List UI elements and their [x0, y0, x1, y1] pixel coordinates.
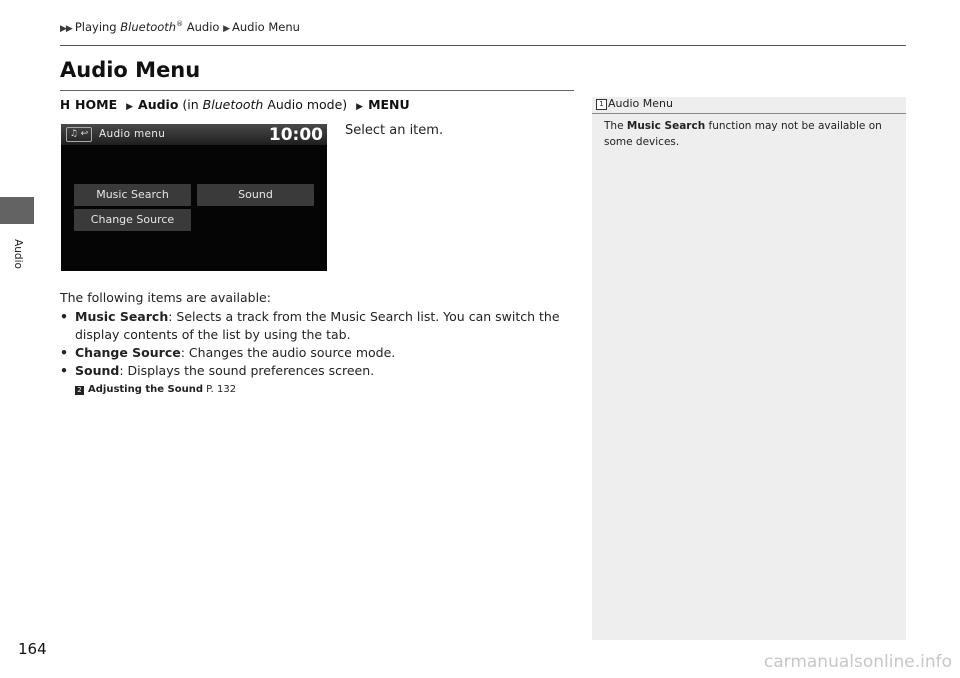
note-text-post: function may not be available on some devices.: [604, 120, 882, 148]
nav-home: HOME: [75, 97, 118, 112]
items-intro: The following items are available:: [60, 290, 271, 305]
bullet-icon: •: [60, 309, 68, 324]
nav-audio: Audio: [138, 97, 179, 112]
page-number: 164: [18, 640, 47, 658]
bullet-icon: •: [60, 345, 68, 360]
breadcrumb-part1-reg: ®: [176, 20, 184, 29]
bullet-icon: •: [60, 363, 68, 378]
breadcrumb-part1-italic: Bluetooth: [120, 20, 177, 34]
screen-title: Audio menu: [99, 128, 166, 140]
list-item: [60, 362, 560, 399]
breadcrumb: [60, 20, 300, 34]
page-title: Audio Menu: [60, 58, 201, 82]
breadcrumb-arrow-icon: ▶▶: [60, 24, 72, 34]
music-search-button[interactable]: Music Search: [74, 184, 191, 206]
item-term: Sound: [75, 363, 120, 378]
note-text: [604, 118, 896, 150]
list-item: [60, 344, 560, 362]
xref-page: P. 132: [203, 384, 237, 395]
breadcrumb-arrow-icon: ▶: [223, 24, 230, 34]
item-desc: : Selects a track from the Music Search list. You can switch the display contents of the list by using the tab.: [75, 309, 560, 342]
nav-paren-italic: Bluetooth: [202, 97, 264, 112]
items-list: [60, 308, 560, 399]
breadcrumb-part1-suffix: Audio: [183, 20, 220, 34]
screen-title-bar: [61, 124, 327, 145]
note-divider: [592, 113, 906, 114]
item-term: Change Source: [75, 345, 181, 360]
xref-title: Adjusting the Sound: [88, 384, 203, 395]
note-text-pre: The: [604, 120, 627, 132]
note-icon: 1: [596, 99, 607, 110]
note-header: [592, 97, 906, 113]
sound-button[interactable]: Sound: [197, 184, 314, 206]
breadcrumb-part1-prefix: Playing: [74, 20, 121, 34]
home-icon: H: [60, 98, 71, 112]
item-desc: : Changes the audio source mode.: [180, 345, 396, 360]
breadcrumb-part2: Audio Menu: [232, 20, 300, 34]
music-back-icon: ♫ ↩: [66, 127, 92, 142]
title-divider: [60, 90, 574, 91]
watermark: carmanualsonline.info: [763, 652, 952, 672]
top-divider: [60, 45, 906, 46]
chapter-label: Audio: [12, 239, 24, 269]
list-item: [60, 308, 560, 344]
note-text-bold: Music Search: [626, 120, 706, 132]
navigation-path: [60, 97, 410, 112]
nav-paren-close: Audio mode): [263, 97, 348, 112]
nav-arrow-icon: ▶: [356, 102, 364, 112]
chapter-tab: [0, 197, 34, 224]
note-title: Audio Menu: [608, 97, 673, 110]
audio-menu-screenshot: [61, 124, 327, 271]
nav-arrow-icon: ▶: [126, 102, 134, 112]
select-instruction: Select an item.: [345, 123, 444, 138]
note-panel: [592, 97, 906, 640]
screen-clock: 10:00: [268, 125, 323, 145]
cross-reference[interactable]: [75, 381, 560, 399]
item-desc: : Displays the sound preferences screen.: [119, 363, 375, 378]
nav-menu: MENU: [368, 97, 410, 112]
change-source-button[interactable]: Change Source: [74, 209, 191, 231]
nav-paren-open: (in: [182, 97, 203, 112]
xref-icon: 2: [75, 386, 84, 395]
item-term: Music Search: [75, 309, 169, 324]
